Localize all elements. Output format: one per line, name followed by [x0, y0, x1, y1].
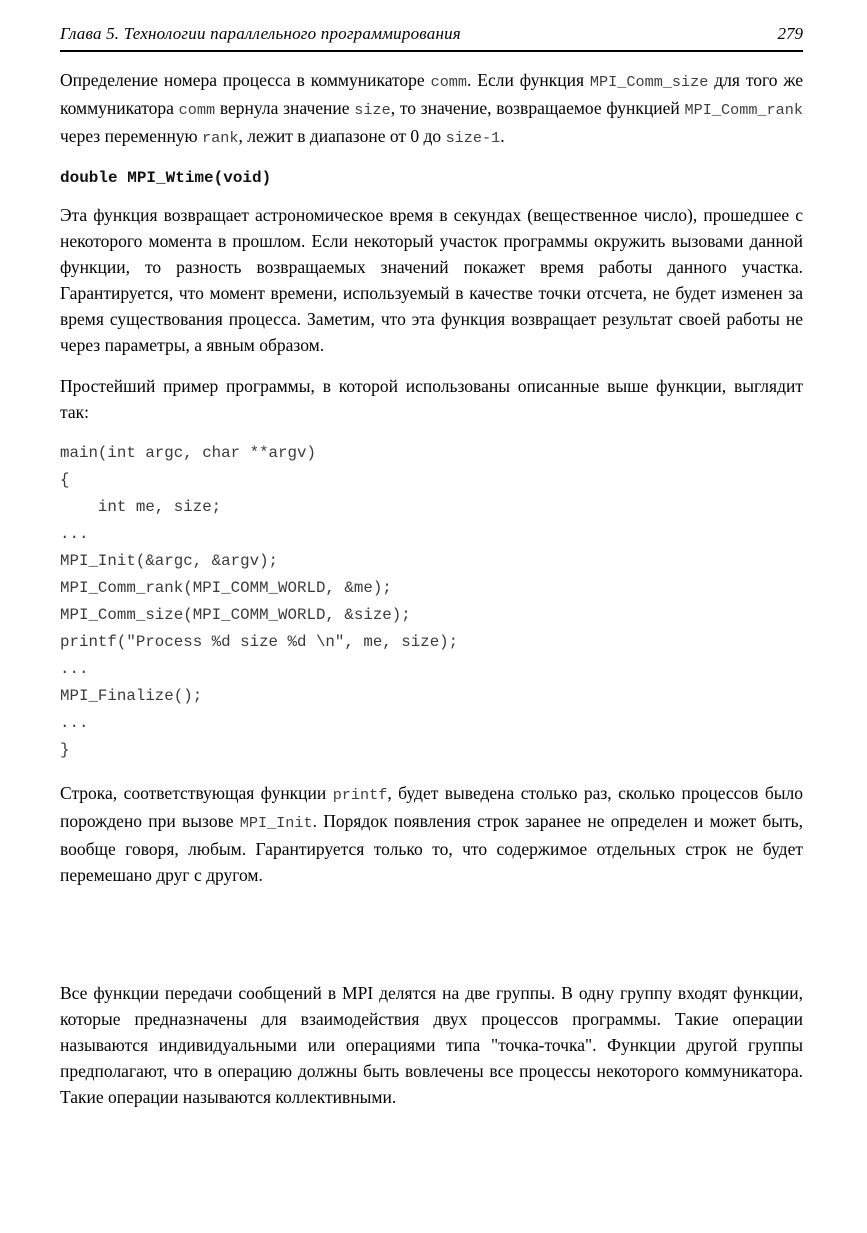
- code-line: ...: [60, 525, 89, 543]
- inline-code: MPI_Init: [239, 814, 313, 832]
- paragraph-wtime-description: Эта функция возвращает астрономическое время в секундах (вещественное число), прошедшее с некоторого момента в прошлом. Если некоторый участок программы окружить вызовами данной функции, то разность возвращаемых значений покажет время работы данного участка. Гарантируется, что момент времени, используемый в качестве точки отсчета, не будет изменен за время существования процесса. Заметим, что эта функция возвращает результат своей работы не через параметры, а явным образом.: [60, 205, 803, 355]
- page-header: [60, 24, 803, 52]
- inline-code: comm: [178, 101, 216, 119]
- inline-code: size-1: [445, 129, 501, 147]
- code-line: printf("Process %d size %d \n", me, size);: [60, 633, 459, 651]
- text-run: для того же коммуникатора: [60, 70, 803, 118]
- inline-code: size: [354, 101, 391, 119]
- paragraph-message-groups: Все функции передачи сообщений в MPI делятся на две группы. В одну группу входят функции, которые предназначены для взаимодействия двух процессов программы. Такие операции называются индивидуальными или операциями типа "точка-точка". Функции другой группы предполагают, что в операцию должны быть вовлечены все процессы некоторого коммуникатора. Такие операции называются коллективными.: [60, 983, 803, 1107]
- code-line: int me, size;: [60, 498, 222, 516]
- section-break-spacer: [60, 903, 803, 965]
- code-line: MPI_Init(&argc, &argv);: [60, 552, 279, 570]
- code-line: ...: [60, 714, 89, 732]
- code-example-block: [60, 440, 803, 764]
- code-line: MPI_Finalize();: [60, 687, 203, 705]
- code-line: MPI_Comm_size(MPI_COMM_WORLD, &size);: [60, 606, 411, 624]
- function-signature-heading: double MPI_Wtime(void): [60, 169, 272, 187]
- code-line: main(int argc, char **argv): [60, 444, 316, 462]
- inline-code: comm: [430, 73, 468, 91]
- inline-code: MPI_Comm_rank: [684, 101, 803, 119]
- text-run: , то значение, возвращаемое функцией: [390, 98, 685, 118]
- inline-code: printf: [332, 786, 388, 804]
- inline-code: rank: [202, 129, 239, 147]
- code-line: }: [60, 741, 70, 759]
- code-line: ...: [60, 660, 89, 678]
- chapter-title: Глава 5. Технологии параллельного программирования: [60, 24, 461, 43]
- paragraph-example-intro: Простейший пример программы, в которой использованы описанные выше функции, выглядит так:: [60, 376, 803, 422]
- text-run: . Если функция: [467, 70, 590, 90]
- inline-code: MPI_Comm_size: [589, 73, 709, 91]
- paragraph-printf: [60, 780, 803, 888]
- code-line: MPI_Comm_rank(MPI_COMM_WORLD, &me);: [60, 579, 392, 597]
- text-run: вернула значение: [215, 98, 355, 118]
- code-line: {: [60, 471, 70, 489]
- text-run: через переменную: [60, 126, 203, 146]
- page-number: 279: [777, 24, 803, 43]
- text-run: Определение номера процесса в коммуникаторе: [60, 70, 431, 90]
- text-run: , лежит в диапазоне от 0 до: [238, 126, 446, 146]
- text-run: , будет выведена столько раз, сколько процессов было порождено при вызове: [60, 783, 803, 831]
- text-run: Строка, соответствующая функции: [60, 783, 333, 803]
- text-run: .: [500, 126, 505, 146]
- text-run: . Порядок появления строк заранее не определен и может быть, вообще говоря, любым. Гарантируется только то, что содержимое отдельных строк не будет перемешано друг с другом.: [60, 811, 803, 885]
- paragraph-comm-rank: [60, 67, 803, 151]
